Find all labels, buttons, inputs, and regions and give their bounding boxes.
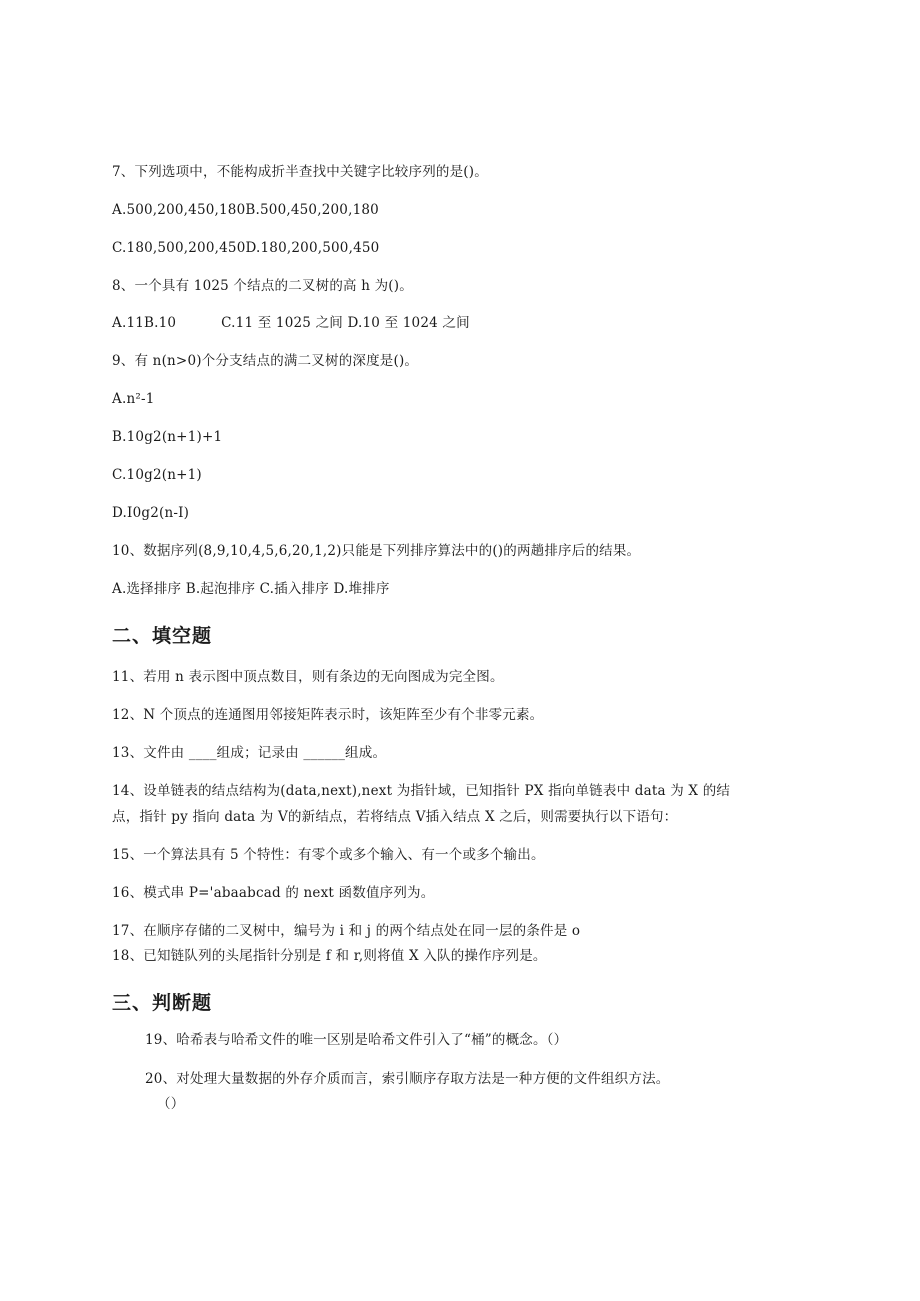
question-8-options: A.11B.10 C.11 至 1025 之间 D.10 至 1024 之间 <box>112 315 470 331</box>
section-2-title: 二、填空题 <box>112 625 213 647</box>
question-20: 20、对处理大量数据的外存介质而言，索引顺序存取方法是一种方便的文件组织方法。 <box>145 1071 670 1087</box>
question-11: 11、若用 n 表示图中顶点数目，则有条边的无向图成为完全图。 <box>112 669 504 685</box>
question-20-answer-paren: （） <box>157 1096 185 1112</box>
question-16: 16、模式串 P='abaabcad 的 next 函数值序列为。 <box>112 885 435 901</box>
question-9-option-c: C.10g2(n+1) <box>112 467 202 483</box>
question-14-line-2: 点，指针 py 指向 data 为 V的新结点，若将结点 V插入结点 X 之后，则需要执行以下语句： <box>112 809 678 825</box>
question-12: 12、N 个顶点的连通图用邻接矩阵表示时，该矩阵至少有个非零元素。 <box>112 707 544 723</box>
question-19: 19、哈希表与哈希文件的唯一区别是哈希文件引入了“桶”的概念。（） <box>145 1032 568 1048</box>
question-13: 13、文件由 ____组成；记录由 ______组成。 <box>112 745 387 761</box>
question-7-options-cd: C.180,500,200,450D.180,200,500,450 <box>112 240 380 256</box>
question-9: 9、有 n(n>0)个分支结点的满二叉树的深度是()。 <box>112 353 419 369</box>
question-7-options-ab: A.500,200,450,180B.500,450,200,180 <box>112 202 379 218</box>
question-14-line-1: 14、设单链表的结点结构为(data,next),next 为指针域，已知指针 PX 指向单链表中 data 为 X 的结 <box>112 783 731 799</box>
question-18: 18、已知链队列的头尾指针分别是 f 和 r,则将值 X 入队的操作序列是。 <box>112 948 547 964</box>
section-3-title: 三、判断题 <box>112 992 213 1014</box>
question-9-option-b: B.10g2(n+1)+1 <box>112 429 223 445</box>
question-9-option-d: D.I0g2(n-I) <box>112 505 190 521</box>
question-7: 7、下列选项中，不能构成折半查找中关键字比较序列的是()。 <box>112 164 488 180</box>
question-10: 10、数据序列(8,9,10,4,5,6,20,1,2)只能是下列排序算法中的()的两趟排序后的结果。 <box>112 543 641 559</box>
question-17: 17、在顺序存储的二叉树中，编号为 i 和 j 的两个结点处在同一层的条件是 o <box>112 923 581 939</box>
question-9-option-a: A.n²-1 <box>112 391 155 407</box>
question-15: 15、一个算法具有 5 个特性：有零个或多个输入、有一个或多个输出。 <box>112 847 545 863</box>
question-10-options: A.选择排序 B.起泡排序 C.插入排序 D.堆排序 <box>112 581 390 597</box>
question-8: 8、一个具有 1025 个结点的二叉树的高 h 为()。 <box>112 278 413 294</box>
